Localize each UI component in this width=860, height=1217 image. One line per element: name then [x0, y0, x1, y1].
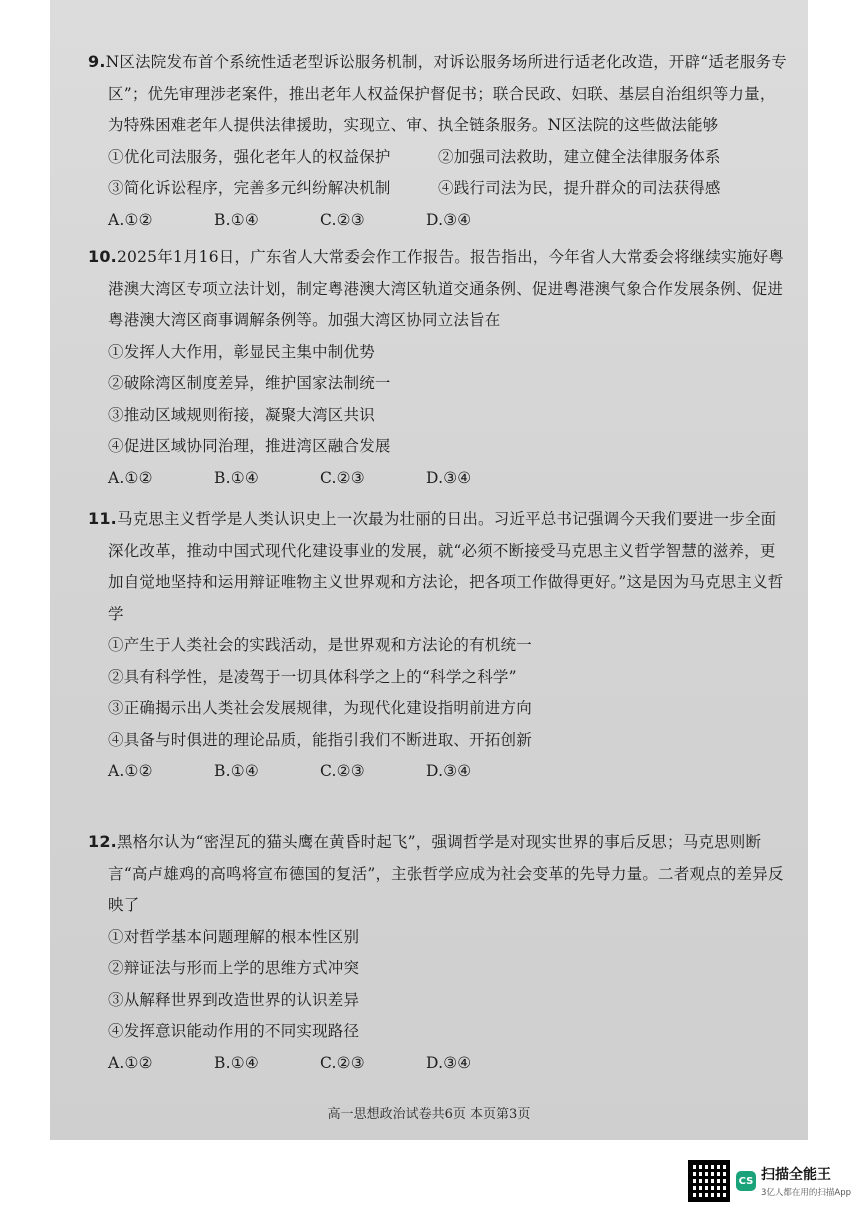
question-9 — [88, 46, 788, 236]
option-2: ②破除湾区制度差异，维护国家法制统一 — [108, 374, 391, 392]
option-3: ③从解释世界到改造世界的认识差异 — [108, 990, 360, 1009]
option-4: ④践行司法为民，提升群众的司法获得感 — [438, 179, 721, 197]
camscanner-logo-icon: CS — [736, 1171, 756, 1191]
option-3: ③推动区域规则衔接，凝聚大湾区共识 — [108, 405, 375, 424]
question-number: 10. — [88, 247, 117, 266]
answer-a: A.①② — [108, 468, 153, 487]
answer-a: A.①② — [108, 1053, 153, 1072]
qr-code-icon — [688, 1160, 730, 1202]
answer-d: D.③④ — [426, 468, 472, 487]
answer-choices — [108, 756, 788, 788]
answer-choices — [108, 205, 788, 237]
option-4: ④促进区域协同治理，推进湾区融合发展 — [108, 437, 391, 455]
question-number: 11. — [88, 509, 117, 528]
question-12-stem — [88, 826, 788, 922]
question-number: 12. — [88, 832, 117, 851]
scanner-watermark — [688, 1158, 851, 1204]
answer-d: D.③④ — [426, 762, 472, 780]
brand-text — [761, 1164, 851, 1198]
option-1: ①产生于人类社会的实践活动，是世界观和方法论的有机统一 — [108, 636, 532, 654]
answer-b: B.①④ — [214, 1053, 259, 1072]
answer-b: B.①④ — [214, 762, 259, 780]
option-3: ③正确揭示出人类社会发展规律，为现代化建设指明前进方向 — [108, 699, 532, 717]
option-2: ②具有科学性，是凌驾于一切具体科学之上的“科学之科学” — [108, 667, 517, 686]
answer-a: A.①② — [108, 762, 153, 780]
option-grid — [108, 142, 788, 205]
question-11-stem — [88, 503, 788, 630]
answer-c: C.②③ — [320, 1053, 365, 1072]
answer-c: C.②③ — [320, 762, 365, 780]
question-10 — [88, 241, 788, 494]
question-9-stem — [88, 46, 788, 142]
question-10-stem — [88, 241, 788, 337]
question-text: N区法院发布首个系统性适老型诉讼服务机制，对诉讼服务场所进行适老化改造，开辟“适老服务专区”；优先审理涉老案件，推出老年人权益保护督促书；联合民政、妇联、基层自治组织等力量，为特殊困难老年人提供法律援助，实现立、审、执全链条服务。N区法院的这些做法能够 — [105, 53, 787, 134]
option-1: ①对哲学基本问题理解的根本性区别 — [108, 927, 360, 946]
option-2: ②加强司法救助，建立健全法律服务体系 — [438, 147, 721, 166]
answer-a: A.①② — [108, 210, 153, 229]
question-12 — [88, 826, 788, 1079]
answer-choices — [108, 1048, 788, 1080]
option-1: ①优化司法服务，强化老年人的权益保护 — [108, 147, 391, 166]
question-text: 马克思主义哲学是人类认识史上一次最为壮丽的日出。习近平总书记强调今天我们要进一步全面深化改革，推动中国式现代化建设事业的发展，就“必须不断接受马克思主义哲学智慧的滋养，更加自觉地坚持和运用辩证唯物主义世界观和方法论，把各项工作做得更好。”这是因为马克思主义哲学 — [108, 510, 784, 623]
answer-d: D.③④ — [426, 210, 472, 229]
option-3: ③简化诉讼程序，完善多元纠纷解决机制 — [108, 179, 391, 197]
option-1: ①发挥人大作用，彰显民主集中制优势 — [108, 342, 375, 361]
answer-choices — [108, 463, 788, 495]
answer-b: B.①④ — [214, 468, 259, 487]
option-2: ②辩证法与形而上学的思维方式冲突 — [108, 959, 360, 977]
option-4: ④具备与时俱进的理论品质，能指引我们不断进取、开拓创新 — [108, 730, 532, 749]
brand-name: 扫描全能王 — [761, 1167, 831, 1183]
question-11 — [88, 503, 788, 788]
page-footer: 高一思想政治试卷共6页 本页第3页 — [327, 1107, 531, 1122]
answer-d: D.③④ — [426, 1053, 472, 1072]
question-number: 9. — [88, 52, 106, 71]
option-4: ④发挥意识能动作用的不同实现路径 — [108, 1022, 360, 1040]
question-text: 黑格尔认为“密涅瓦的猫头鹰在黄昏时起飞”，强调哲学是对现实世界的事后反思；马克思则断言“高卢雄鸡的高鸣将宣布德国的复活”，主张哲学应成为社会变革的先导力量。二者观点的差异反映了 — [108, 833, 784, 914]
answer-b: B.①④ — [214, 210, 259, 229]
brand-tagline: 3亿人都在用的扫描App — [761, 1188, 852, 1198]
question-text: 2025年1月16日，广东省人大常委会作工作报告。报告指出，今年省人大常委会将继续实施好粤港澳大湾区专项立法计划，制定粤港澳大湾区轨道交通条例、促进粤港澳气象合作发展条例、促进粤港澳大湾区商事调解条例等。加强大湾区协同立法旨在 — [108, 248, 784, 329]
answer-c: C.②③ — [320, 468, 365, 487]
exam-page — [50, 0, 808, 1140]
answer-c: C.②③ — [320, 210, 365, 229]
